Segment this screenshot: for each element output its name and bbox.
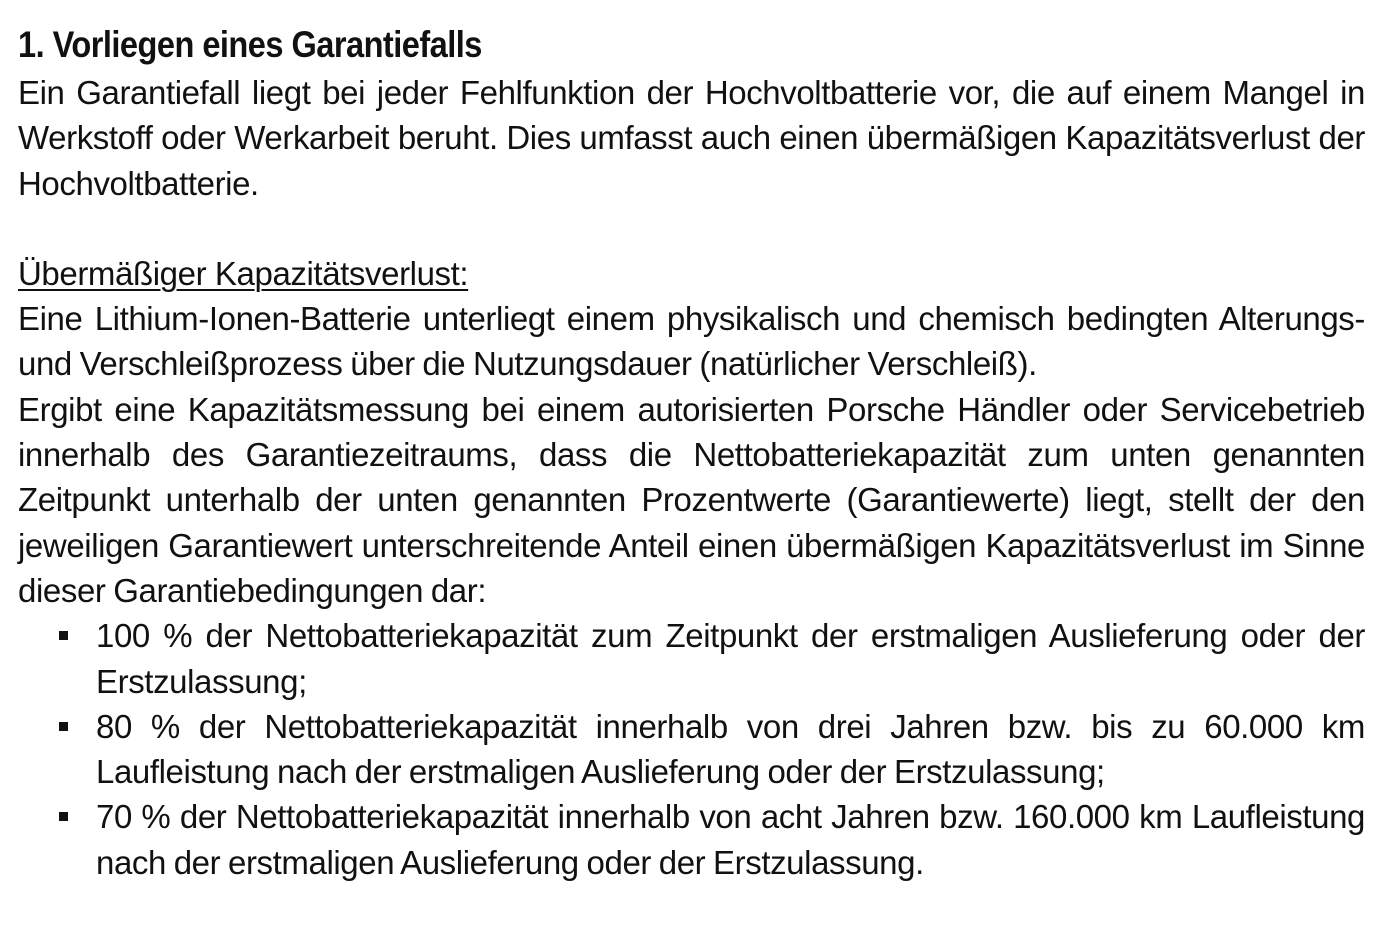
section-heading: 1. Vorliegen eines Garantiefalls bbox=[18, 24, 482, 65]
list-item bbox=[96, 794, 1365, 885]
aging-paragraph: Eine Lithium-Ionen-Batterie unterliegt einem physikalisch und chemisch bedingten Alterungs- und Verschleißprozess über die Nutzungsdauer (natürlicher Verschleiß). bbox=[18, 300, 1365, 383]
list-item bbox=[96, 704, 1365, 795]
guarantee-values-list bbox=[18, 613, 1365, 885]
measurement-paragraph: Ergibt eine Kapazitätsmessung bei einem autorisierten Porsche Händler oder Servicebetrieb innerhalb des Garantiezeitraums, dass die Nettobatteriekapazität zum unten genannten Zeitpunkt unterhalb der unten genannten Prozentwerte (Garantiewerte) liegt, stellt der den jeweiligen Garantiewert unterschreitende Anteil einen übermäßigen Kapazitätsverlust im Sinne dieser Garantiebedingungen dar: bbox=[18, 390, 1365, 609]
square-bullet-icon bbox=[59, 722, 68, 731]
list-item bbox=[96, 613, 1365, 704]
capacity-loss-subheading: Übermäßiger Kapazitätsverlust: bbox=[18, 254, 469, 292]
square-bullet-icon bbox=[59, 631, 68, 640]
list-item-text: 100 % der Nettobatteriekapazität zum Zeitpunkt der erstmaligen Auslieferung oder der Erstzulassung; bbox=[96, 617, 1365, 700]
square-bullet-icon bbox=[59, 812, 68, 821]
list-item-text: 80 % der Nettobatteriekapazität innerhalb von drei Jahren bzw. bis zu 60.000 km Laufleistung nach der erstmaligen Auslieferung oder der Erstzulassung; bbox=[96, 707, 1365, 791]
list-item-text: 70 % der Nettobatteriekapazität innerhalb von acht Jahren bzw. 160.000 km Laufleistung nach der erstmaligen Auslieferung oder der Erstzulassung. bbox=[96, 798, 1365, 881]
paragraph-spacer bbox=[18, 206, 1365, 251]
intro-paragraph: Ein Garantiefall liegt bei jeder Fehlfunktion der Hochvoltbatterie vor, die auf einem Mangel in Werkstoff oder Werkarbeit beruht. Dies umfasst auch einen übermäßigen Kapazitätsverlust der Hochvoltbatterie. bbox=[18, 74, 1365, 202]
